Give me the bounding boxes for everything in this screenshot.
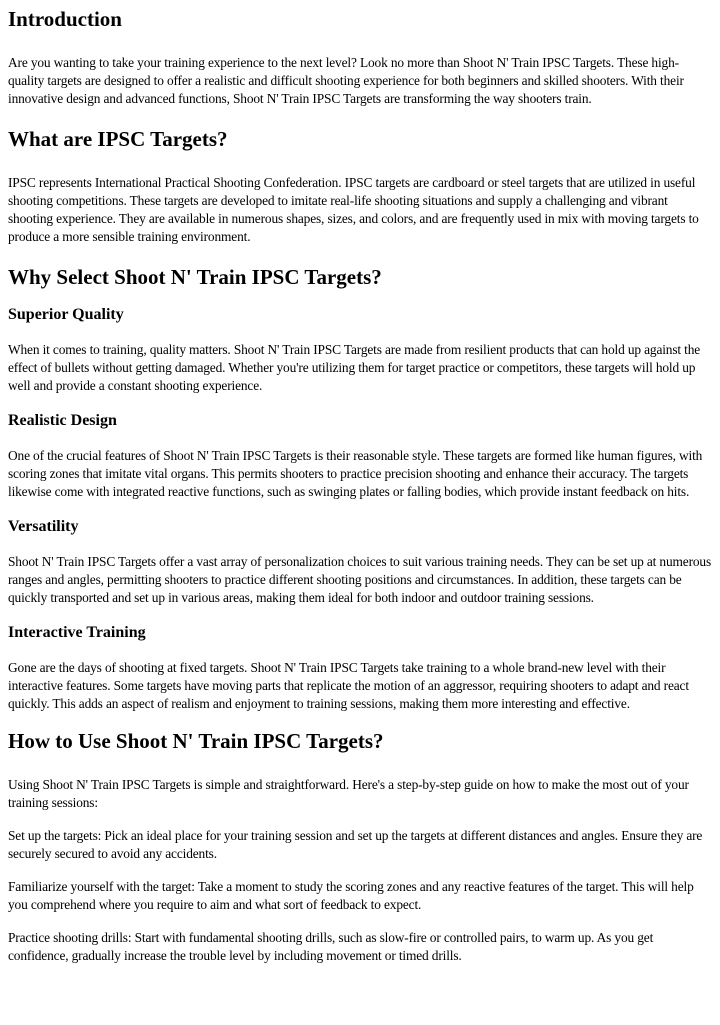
heading-why-select: Why Select Shoot N' Train IPSC Targets? [8,265,382,289]
subheading-superior-quality: Superior Quality [8,306,124,323]
step-set-up-targets: Set up the targets: Pick an ideal place for your training session and set up the targets at different distances and angles. Ensure they are securely secured to avoid any accidents. [8,828,703,861]
document-page [0,7,720,1025]
subheading-versatility: Versatility [8,518,79,535]
paragraph-what-are-ipsc-targets: IPSC represents International Practical Shooting Confederation. IPSC targets are cardboard or steel targets that are utilized in useful shooting competitions. These targets are developed to imitate real-life shooting situations and supply a challenging and vibrant shooting experience. They are available in numerous shapes, sizes, and colors, and are frequently used in mix with moving targets to produce a more sensible training environment. [8,175,699,244]
paragraph-realistic-design: One of the crucial features of Shoot N' Train IPSC Targets is their reasonable style. These targets are formed like human figures, with scoring zones that imitate vital organs. This permits shooters to practice precision shooting and enhance their accuracy. The targets likewise come with integrated reactive functions, such as swinging plates or falling bodies, which provide instant feedback on hits. [8,448,703,499]
paragraph-versatility: Shoot N' Train IPSC Targets offer a vast array of personalization choices to suit various training needs. They can be set up at numerous ranges and angles, permitting shooters to practice different shooting positions and circumstances. In addition, these targets can be quickly transported and set up in various areas, making them ideal for both indoor and outdoor training sessions. [8,554,712,605]
subheading-realistic-design: Realistic Design [8,412,117,429]
heading-what-are-ipsc-targets: What are IPSC Targets? [8,127,228,151]
paragraph-superior-quality: When it comes to training, quality matters. Shoot N' Train IPSC Targets are made from resilient products that can hold up against the effect of bullets without getting damaged. Whether you're utilizing them for target practice or competitors, these targets will hold up well and provide a constant shooting experience. [8,342,701,393]
paragraph-how-to-use: Using Shoot N' Train IPSC Targets is simple and straightforward. Here's a step-by-step guide on how to make the most out of your training sessions: [8,777,689,810]
subheading-interactive-training: Interactive Training [8,624,146,641]
paragraph-introduction: Are you wanting to take your training experience to the next level? Look no more than Shoot N' Train IPSC Targets. These high-quality targets are designed to offer a realistic and difficult shooting experience for both beginners and skilled shooters. With their innovative design and advanced functions, Shoot N' Train IPSC Targets are transforming the way shooters train. [8,55,684,106]
heading-how-to-use: How to Use Shoot N' Train IPSC Targets? [8,729,384,753]
step-practice-drills: Practice shooting drills: Start with fundamental shooting drills, such as slow-fire or controlled pairs, to warm up. As you get confidence, gradually increase the trouble level by including movement or timed drills. [8,930,654,963]
paragraph-interactive-training: Gone are the days of shooting at fixed targets. Shoot N' Train IPSC Targets take training to a whole brand-new level with their interactive features. Some targets have moving parts that replicate the motion of an aggressor, requiring shooters to adapt and react quickly. This adds an aspect of realism and enjoyment to training sessions, making them more interesting and effective. [8,660,689,711]
step-familiarize-target: Familiarize yourself with the target: Take a moment to study the scoring zones and any reactive features of the target. This will help you comprehend where you require to aim and what sort of feedback to expect. [8,879,694,912]
heading-introduction: Introduction [8,7,122,31]
